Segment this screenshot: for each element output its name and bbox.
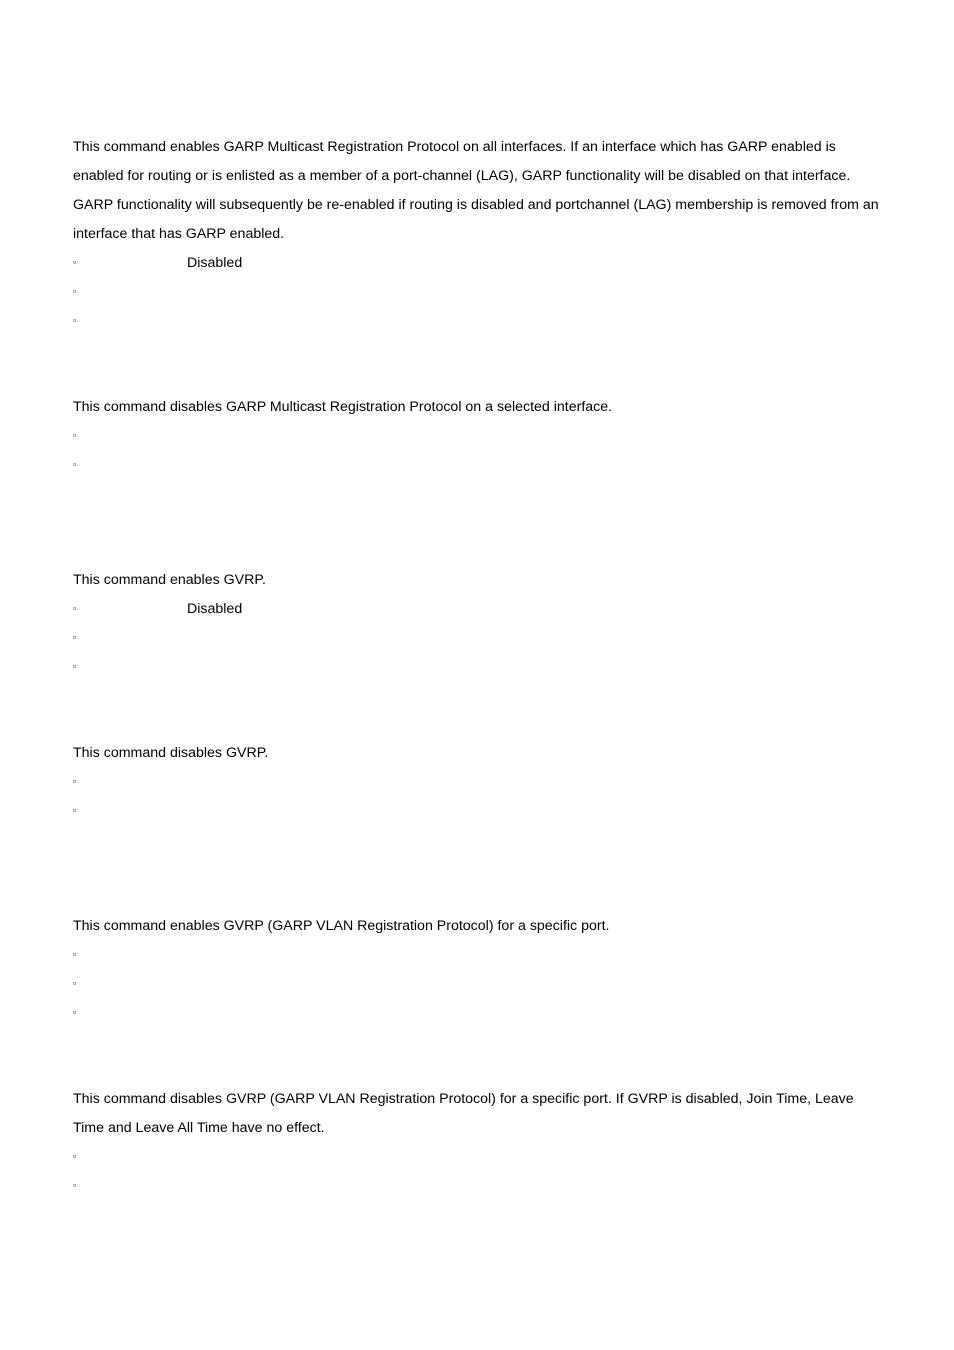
bullet-marker: ▫ (73, 776, 77, 786)
bullet-marker: ▫ (73, 286, 77, 296)
section-2-bullet-1 (73, 422, 83, 451)
bullet-marker: ▫ (73, 805, 77, 815)
section-1-bullet-2 (73, 278, 83, 307)
bullet-marker: ▫ (73, 603, 77, 613)
bullet-text: Disabled (187, 255, 243, 271)
bullet-marker: ▫ (73, 1151, 77, 1161)
section-6-bullet-1 (73, 1143, 83, 1172)
bullet-marker: ▫ (73, 1180, 77, 1190)
bullet-marker: ▫ (73, 257, 77, 267)
section-2-bullet-2 (73, 451, 83, 480)
bullet-marker: ▫ (73, 430, 77, 440)
bullet-marker: ▫ (73, 632, 77, 642)
section-3-description: This command enables GVRP. (73, 572, 266, 588)
section-3-bullet-2 (73, 624, 83, 653)
section-1-bullet-1 (73, 249, 243, 278)
section-3-bullet-1 (73, 595, 243, 624)
bullet-marker: ▫ (73, 661, 77, 671)
bullet-text: Disabled (187, 601, 243, 617)
section-1-bullet-3 (73, 307, 83, 336)
section-4-description: This command disables GVRP. (73, 745, 269, 761)
bullet-marker: ▫ (73, 459, 77, 469)
section-6-description: This command disables GVRP (GARP VLAN Registration Protocol) for a specific port. If GVRP is disabled, Join Time, Leave Time and Leave All Time have no effect. (73, 1091, 854, 1136)
section-1-description: This command enables GARP Multicast Registration Protocol on all interfaces. If an interface which has GARP enabled is enabled for routing or is enlisted as a member of a port-channel (LAG), GARP functionality will be disabled on that interface. GARP functionality will subsequently be re-enabled if routing is disabled and portchannel (LAG) membership is removed from an interface that has GARP enabled. (73, 139, 879, 242)
bullet-marker: ▫ (73, 315, 77, 325)
section-4-bullet-1 (73, 768, 83, 797)
section-5-bullet-1 (73, 941, 83, 970)
section-3-bullet-3 (73, 653, 83, 682)
bullet-marker: ▫ (73, 1007, 77, 1017)
section-2-description: This command disables GARP Multicast Registration Protocol on a selected interface. (73, 399, 613, 415)
section-5-description: This command enables GVRP (GARP VLAN Registration Protocol) for a specific port. (73, 918, 610, 934)
bullet-marker: ▫ (73, 978, 77, 988)
section-5-bullet-3 (73, 999, 83, 1028)
bullet-marker: ▫ (73, 949, 77, 959)
section-4-bullet-2 (73, 797, 83, 826)
section-5-bullet-2 (73, 970, 83, 999)
section-6-bullet-2 (73, 1172, 83, 1201)
